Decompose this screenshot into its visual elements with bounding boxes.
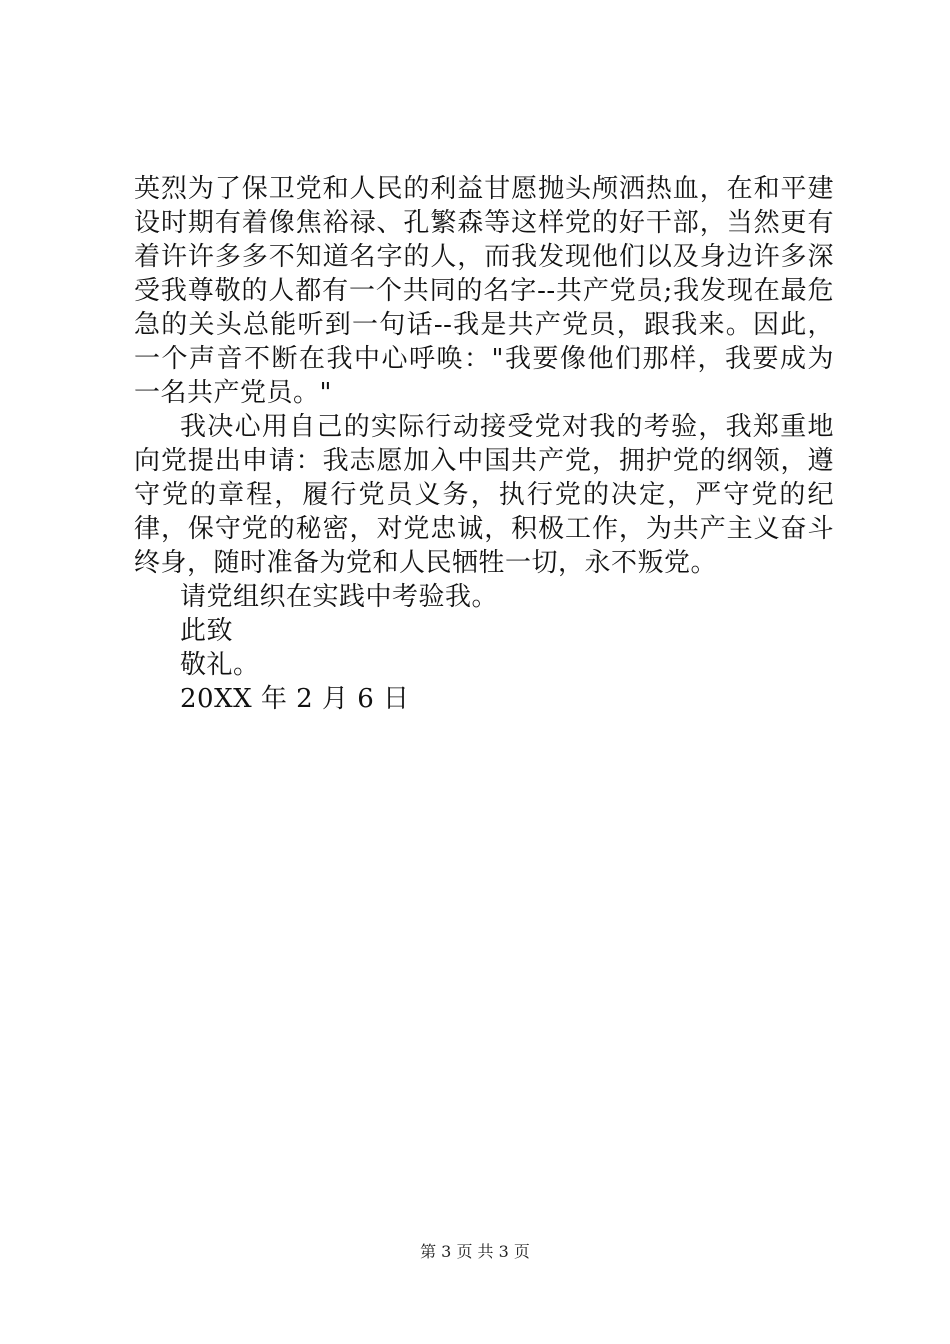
closing-respect: 敬礼。 [180,650,260,680]
paragraph-continuation: 英烈为了保卫党和人民的利益甘愿抛头颅洒热血，在和平建设时期有着像焦裕禄、孔繁森等这样党的好干部，当然更有着许许多多不知道名字的人，而我发现他们以及身边许多深受我尊敬的人都有一个共同的名字--共产党员;我发现在最危急的关头总能听到一句话--我是共产党员，跟我来。因此，一个声音不断在我中心呼唤："我要像他们那样，我要成为一名共产党员。" [134,174,834,408]
closing-salutation: 此致 [180,616,234,646]
document-date: 20XX 年 2 月 6 日 [180,684,410,714]
page-footer: 第 3 页 共 3 页 [420,1242,530,1261]
document-body [134,172,834,716]
paragraph-request: 请党组织在实践中考验我。 [180,582,499,612]
paragraph-application: 我决心用自己的实际行动接受党对我的考验，我郑重地向党提出申请：我志愿加入中国共产党，拥护党的纲领，遵守党的章程，履行党员义务，执行党的决定，严守党的纪律，保守党的秘密，对党忠诚，积极工作，为共产主义奋斗终身，随时准备为党和人民牺牲一切，永不叛党。 [134,412,834,578]
